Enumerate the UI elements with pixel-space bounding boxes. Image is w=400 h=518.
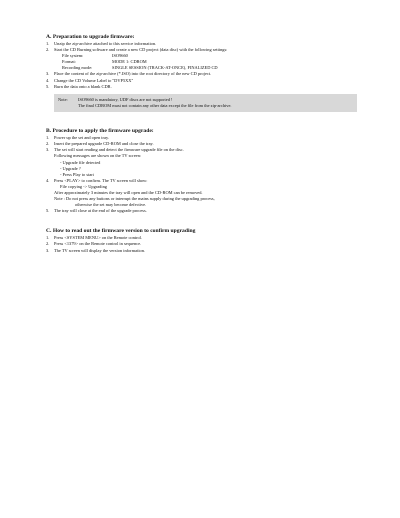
step-number: 3. xyxy=(46,71,50,77)
screen-message: - Press Play to start xyxy=(60,171,94,177)
screen-message: - Upgrade file detected xyxy=(60,159,101,165)
section-b xyxy=(46,128,368,214)
setting-value: MODE 1: CDROM xyxy=(112,59,147,65)
step-c3 xyxy=(46,248,368,254)
setting-value: ISO9660 xyxy=(112,53,128,59)
section-a-title: A. Preparation to upgrade firmware: xyxy=(46,34,135,40)
step-text: Burn the data onto a blank CDR. xyxy=(54,83,112,89)
step-number: 2. xyxy=(46,241,50,247)
setting-label: Recording mode: xyxy=(62,65,93,71)
section-a xyxy=(46,34,368,90)
step-text: Power up the set and open tray. xyxy=(54,135,109,141)
step-number: 4. xyxy=(46,177,50,183)
spacer xyxy=(46,214,368,228)
step-text: The set will start reading and detect the firmware upgrade file on the disc. xyxy=(54,147,184,153)
setting-label: File system: xyxy=(62,53,84,59)
step-text: Start the CD Burning software and create a new CD project (data disc) with the following settings: xyxy=(54,47,228,53)
step-b4-status: File copying -> Upgrading xyxy=(60,183,107,189)
note-text: ISO9660 is mandatory, UDF discs are not supported ! xyxy=(78,96,173,102)
step-number: 4. xyxy=(46,77,50,83)
step-number: 1. xyxy=(46,41,50,46)
step-number: 3. xyxy=(46,147,50,153)
step-text: Change the CD Volume Label to "DVP5XX" xyxy=(54,77,134,83)
step-b4-warning: Note : Do not press any buttons or interrupt the mains supply during the upgrading process, xyxy=(54,196,215,202)
note-box xyxy=(54,94,357,112)
step-number: 2. xyxy=(46,141,50,147)
screen-message: - Upgrade ? xyxy=(60,165,81,171)
step-text: Press <PLAY> to confirm. The TV screen will show: xyxy=(54,177,148,183)
step-text: Press <SYSTEM MENU> on the Remote control. xyxy=(54,235,143,241)
step-b4-detail: After approximately 3 minutes the tray will open and the CD-ROM can be removed. xyxy=(54,190,203,195)
section-c-title: C. How to read out the firmware version to confirm upgrading xyxy=(46,228,196,235)
step-number: 1. xyxy=(46,135,50,141)
step-text: The TV screen will display the version information. xyxy=(54,247,146,253)
section-b-title: B. Procedure to apply the firmware upgrade: xyxy=(46,128,154,135)
spacer xyxy=(46,112,368,128)
cd-settings xyxy=(62,53,368,71)
step-number: 5. xyxy=(46,83,50,89)
note-line-2: The final CDROM must not contain any other data except the file from the zip-archive. xyxy=(78,102,232,108)
step-b3-detail: Following messages are shown on the TV screen: xyxy=(54,153,142,159)
step-b4-warning-cont: otherwise the set may become defective. xyxy=(75,202,147,208)
document-page xyxy=(46,34,368,254)
step-number: 3. xyxy=(46,247,50,253)
note-label: Note: xyxy=(58,96,68,102)
setting-value: SINGLE SESSION (TRACK-AT-ONCE), FINALIZED CD xyxy=(112,65,218,71)
step-text: Unzip the zip-archive attached to this service information. xyxy=(54,41,157,46)
step-text: Place the content of the zip-archive (*.ISO) into the root directory of the new CD project. xyxy=(54,71,212,77)
step-number: 5. xyxy=(46,208,50,214)
step-text: The tray will close at the end of the upgrade process. xyxy=(54,208,147,214)
step-text: Insert the prepared upgrade CD-ROM and close the tray. xyxy=(54,141,154,147)
step-a5 xyxy=(46,84,368,90)
step-text: Press <1379> on the Remote control in sequence. xyxy=(54,241,142,247)
step-number: 1. xyxy=(46,235,50,241)
section-c xyxy=(46,228,368,253)
setting-label: Format: xyxy=(62,59,76,65)
step-number: 2. xyxy=(46,47,50,53)
